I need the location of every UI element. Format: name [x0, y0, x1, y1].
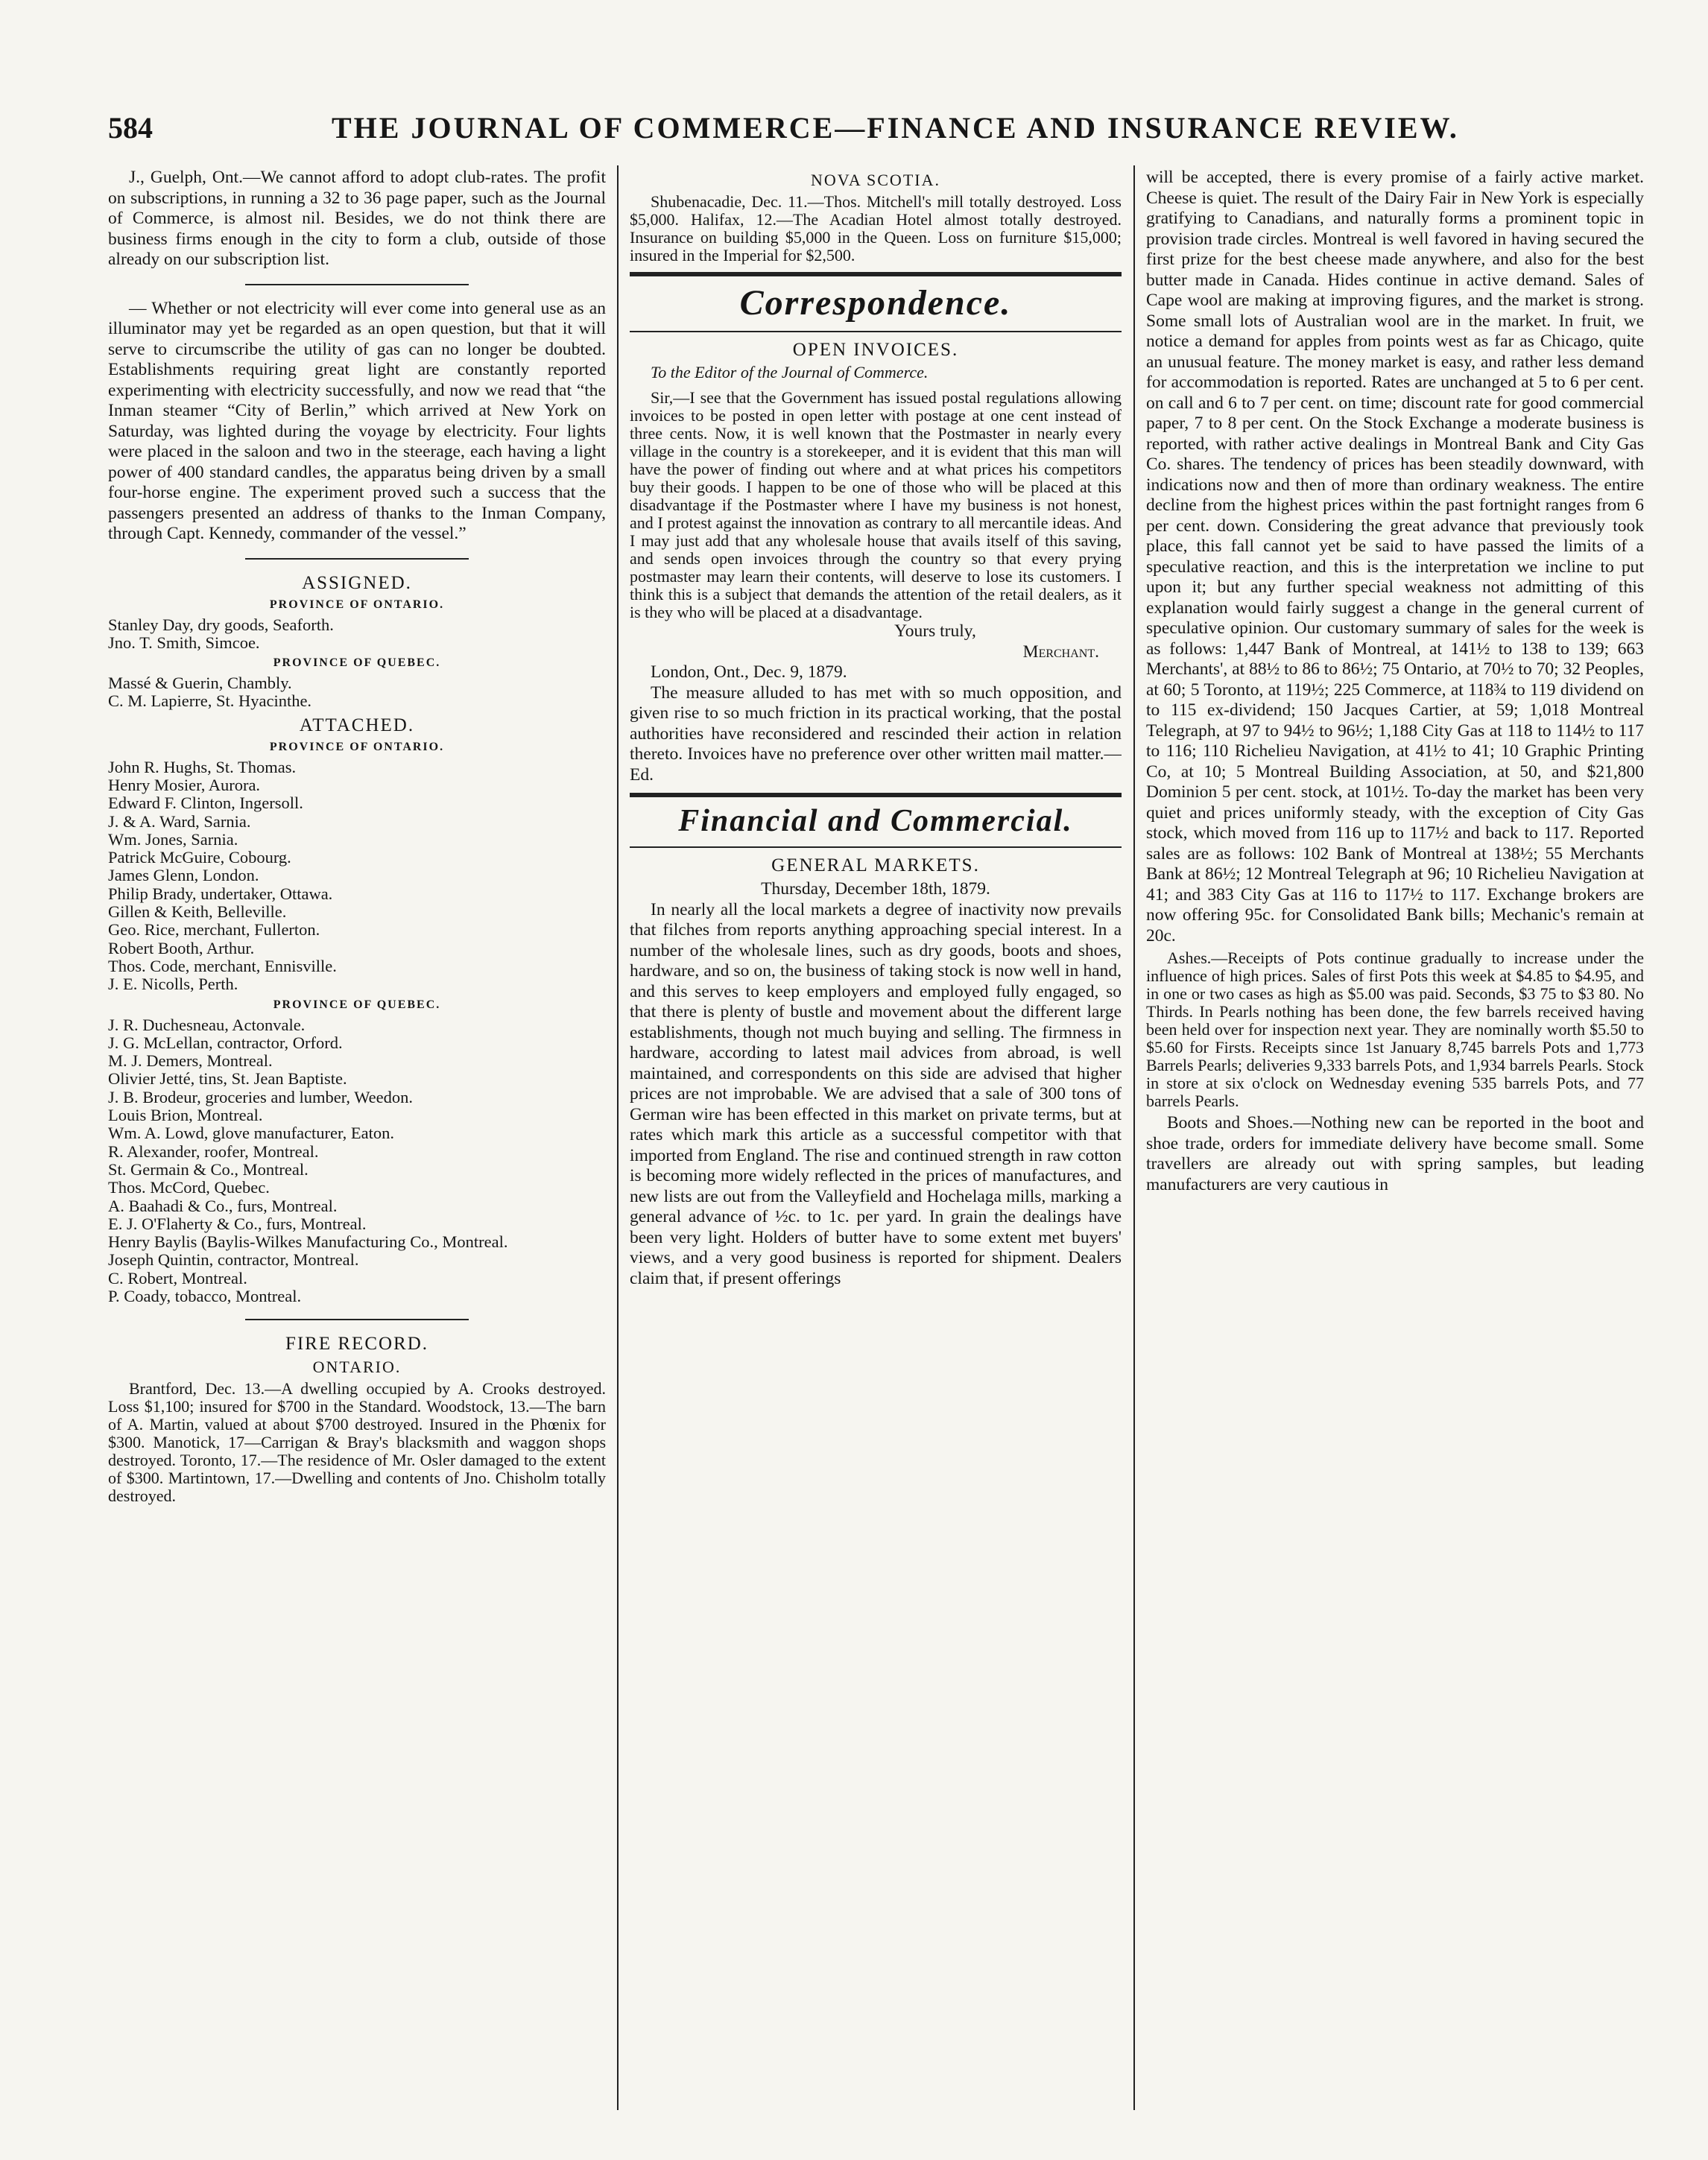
- financial-heading: Financial and Commercial.: [678, 804, 1073, 838]
- list-item: J. R. Duchesneau, Actonvale.: [108, 1015, 306, 1034]
- nova-scotia-fire-text: Shubenacadie, Dec. 11.—Thos. Mitchell's mill totally destroyed. Loss $5,000. Halifax, 12.—The Acadian Hotel almost totally destroyed. Insurance on building $5,000 in the Queen. Loss on furniture $15,000; insured in the Imperial for $2,500.: [630, 192, 1122, 265]
- assigned-heading: ASSIGNED.: [302, 572, 412, 593]
- list-item: M. J. Demers, Montreal.: [108, 1051, 273, 1071]
- letter-closing: Yours truly,: [894, 621, 976, 641]
- column-divider: [617, 165, 619, 2110]
- column-divider: [1133, 165, 1135, 2110]
- list-item: C. Robert, Montreal.: [108, 1268, 247, 1288]
- column-1: [108, 168, 606, 2160]
- divider: [245, 1319, 469, 1320]
- list-item: Patrick McGuire, Cobourg.: [108, 848, 291, 867]
- list-item: P. Coady, tobacco, Montreal.: [108, 1287, 302, 1305]
- list-item: St. Germain & Co., Montreal.: [108, 1159, 309, 1179]
- letter-text: Sir,—I see that the Government has issued postal regulations allowing invoices to be posted in open letter with postage at one cent instead of three cents. Now, it is well known that the Postmaster in nearly every village in the country is a storekeeper, and it is evident that this man will have the power of finding out where and at what prices his competitors buy their goods. I happen to be one of those who will be placed at this disadvantage if the Postmaster where I have my business is not honest, and I protest against the innovation as contrary to all mercantile ideas. And I may just add that any wholesale house that avails itself of this saving, and sends open invoices through the country so that every prying postmaster may learn their contents, will deserve to lose its customers. I think this is a subject that demands the attention of the retail dealers, as it is they who will be placed at a disadvantage.: [630, 388, 1122, 621]
- letter-signature: Merchant.: [1022, 642, 1099, 662]
- list-item: Gillen & Keith, Belleville.: [108, 902, 287, 922]
- list-item: Robert Booth, Arthur.: [108, 938, 255, 957]
- list-item: Louis Brion, Montreal.: [108, 1106, 263, 1125]
- province-heading: PROVINCE OF QUEBEC.: [273, 998, 441, 1011]
- list-item: J. G. McLellan, contractor, Orford.: [108, 1033, 343, 1052]
- divider: [245, 284, 469, 285]
- running-title: THE JOURNAL OF COMMERCE—FINANCE AND INSURANCE REVIEW.: [332, 111, 1459, 145]
- province-heading: PROVINCE OF ONTARIO.: [269, 740, 445, 753]
- list-item: Olivier Jetté, tins, St. Jean Baptiste.: [108, 1069, 347, 1089]
- assigned-quebec-list: [108, 674, 606, 711]
- province-heading: NOVA SCOTIA.: [811, 171, 940, 189]
- attached-heading: ATTACHED.: [299, 715, 415, 735]
- page-header: [108, 110, 1643, 158]
- list-item: Henry Baylis (Baylis-Wilkes Manufacturing Co., Montreal.: [108, 1232, 508, 1252]
- list-item: Thos. McCord, Quebec.: [108, 1178, 270, 1197]
- list-item: J. & A. Ward, Sarnia.: [108, 811, 251, 831]
- letter-dateline: London, Ont., Dec. 9, 1879.: [651, 662, 847, 682]
- divider: [630, 846, 1122, 848]
- column-2: [630, 168, 1122, 2160]
- list-item: E. J. O'Flaherty & Co., furs, Montreal.: [108, 1214, 367, 1233]
- fire-record-heading: FIRE RECORD.: [285, 1334, 429, 1355]
- list-item: James Glenn, London.: [108, 866, 259, 885]
- divider: [630, 272, 1122, 276]
- list-item: Wm. Jones, Sarnia.: [108, 829, 238, 849]
- electricity-article: — Whether or not electricity will ever come into general use as an illuminator may yet be regarded as an open question, but that it will serve to circumscribe the utility of gas can no longer be doubted. Establishments requiring great light are constantly reported experimenting with electricity successfully, and now we read that “the Inman steamer “City of Berlin,” which arrived at New York on Saturday, was lighted during the voyage by electricity. Four lights were placed in the saloon and two in the steerage, each having a light power of 400 standard candles, the apparatus being driven by a small four-horse engine. The experiment proved such a success that the passengers presented an address of thanks to the Inman Company, through Capt. Kennedy, commander of the vessel.”: [108, 298, 606, 543]
- correspondence-heading: Correspondence.: [739, 283, 1012, 323]
- list-item: J. B. Brodeur, groceries and lumber, Weedon.: [108, 1087, 413, 1106]
- province-heading: PROVINCE OF QUEBEC.: [273, 656, 441, 670]
- divider: [630, 331, 1122, 332]
- divider: [630, 793, 1122, 797]
- province-heading: PROVINCE OF ONTARIO.: [269, 598, 445, 611]
- divider: [245, 558, 469, 560]
- list-item: Geo. Rice, merchant, Fullerton.: [108, 920, 320, 940]
- attached-ontario-list: [108, 758, 606, 994]
- markets-text: In nearly all the local markets a degree of inactivity now prevails that filches from reports anything approaching special interest. In a number of the wholesale lines, such as dry goods, boots and shoes, hardware, and so on, the business of taking stock is now well in hand, and this serves to keep employers and employed fully engaged, so that there is plenty of bustle and movement about the different large establishments, though not much buying and selling. The firmness in hardware, according to latest mail advices from abroad, is well maintained, and correspondents on this side are advised that higher prices are not improbable. We are advised that a sale of 300 tons of German wire has been effected in this market on private terms, but at rates which mark this article as a successful competitor with that imported from England. The rise and continued strength in raw cotton is becoming more widely reflected in the prices of manufactures, and new lists are out from the Valleyfield and Hochelaga mills, marking a general advance of ½c. to 1c. per yard. In grain the dealings have been very light. Holders of butter have to some extent met buyers' views, and a very good business is reported for shipment. Dealers claim that, if present offerings: [630, 899, 1122, 1288]
- to-editor-line: To the Editor of the Journal of Commerce.: [651, 363, 929, 381]
- list-item: Massé & Guerin, Chambly.: [108, 674, 292, 693]
- ashes-report: Ashes.—Receipts of Pots continue gradually to increase under the influence of high prices. Sales of first Pots this week at $4.85 to $4.95, and in one or two cases as high as $5.00 was paid. Seconds, $3 75 to $3 80. No Thirds. In Pearls nothing has been done, the few barrels received having been held over for inspection next year. They are nominally worth $5.50 to $5.60 for Firsts. Receipts since 1st January 8,745 barrels Pots and 1,773 Barrels Pearls; deliveries 9,333 barrels Pots, and 1,934 barrels Pearls. Stock in store at six o'clock on Wednesday evening 535 barrels Pots, and 77 barrels Pearls.: [1146, 948, 1644, 1110]
- open-invoices-heading: OPEN INVOICES.: [792, 340, 959, 360]
- list-item: Edward F. Clinton, Ingersoll.: [108, 794, 303, 813]
- attached-quebec-list: [108, 1016, 606, 1306]
- province-heading: ONTARIO.: [312, 1358, 402, 1377]
- fire-record-text: Brantford, Dec. 13.—A dwelling occupied by A. Crooks destroyed. Loss $1,100; insured for $700 in the Standard. Woodstock, 13.—The barn of A. Martin, valued at about $700 destroyed. Insured in the Phœnix for $300. Manotick, 17—Carrigan & Bray's blacksmith and waggon shops destroyed. Toronto, 17.—The residence of Mr. Osler damaged to the extent of $300. Martintown, 17.—Dwelling and contents of Jno. Chisholm totally destroyed.: [108, 1379, 606, 1506]
- markets-text-continued: will be accepted, there is every promise of a fairly active market. Cheese is quiet. The result of the Dairy Fair in New York is especially gratifying to Canadians, and naturally forms a prominent topic in provision trade circles. Montreal is well favored in having secured the first prize for the best cheese made anywhere, and also for the best butter made in Canada. Hides continue in active demand. Sales of Cape wool are making at improving figures, and the market is strong. Some small lots of Australian wool are in the market. In fruit, we notice a demand for apples from points west as far as Chicago, quite an unusual feature. The money market is easy, and rather less demand for accommodation is reported. Rates are unchanged at 5 to 6 per cent. on call and 6 to 7 per cent. on time; discount rate for good commercial paper, 7 to 8 per cent. On the Stock Exchange a moderate business is reported, with rather active dealings in Montreal Bank and City Gas Co. shares. The tendency of prices has been steadily downward, with indications now and then of more than ordinary weakness. The entire decline from the highest prices within the past fortnight ranges from 6 per cent. down. Considering the great advance that previously took place, this fall cannot yet be said to have passed the limits of a speculative reaction, and this is the interpretation we incline to put upon it; but any further special weakness not admitting of this explanation would fairly suggest a change in the general current of speculative opinion. Our customary summary of sales for the week is as follows: 1,447 Bank of Montreal, at 141½ to 138 to 139; 663 Merchants', at 88½ to 86 to 86½; 75 Ontario, at 70½ to 70; 32 Peoples, at 60; 5 Toronto, at 119½; 225 Commerce, at 118¾ to 119 dividend on to 115 ex-dividend; 150 Jacques Cartier, at 59; 1,018 Montreal Telegraph, at 97 to 94½ to 96½; 1,188 City Gas at 118 to 114½ to 117 to 116; 110 Richelieu Navigation, at 41½ to 41; 10 Graphic Printing Co, at 10; 5 Montreal Building Association, at 50, and $21,800 Dominion 5 per cent. stock, at 101½. To-day the market has been very quiet and prices uniformly steady, with the exception of City Gas stock, which moved from 116 up to 117½ and back to 117. Reported sales are as follows: 102 Bank of Montreal at 138½; 55 Merchants Bank at 86½; 12 Montreal Telegraph at 96; 10 Richelieu Navigation at 41; and 383 City Gas at 116 to 117½ to 117. Exchange brokers are now offering 95c. for Consolidated Bank bills; Mechanic's remain at 20c.: [1146, 168, 1644, 946]
- list-item: Wm. A. Lowd, glove manufacturer, Eaton.: [108, 1124, 394, 1143]
- page-number: 584: [108, 111, 153, 145]
- general-markets-heading: GENERAL MARKETS.: [771, 855, 980, 875]
- assigned-ontario-list: [108, 616, 606, 653]
- markets-date: Thursday, December 18th, 1879.: [761, 879, 990, 899]
- list-item: R. Alexander, roofer, Montreal.: [108, 1141, 319, 1161]
- list-item: C. M. Lapierre, St. Hyacinthe.: [108, 691, 312, 711]
- column-3: [1146, 168, 1644, 2160]
- subscription-notice: J., Guelph, Ont.—We cannot afford to adopt club-rates. The profit on subscriptions, in running a 32 to 36 page paper, such as the Journal of Commerce, is almost nil. Besides, we do not think there are business firms enough in the city to form a club, outside of those already on our subscription list.: [108, 168, 606, 269]
- list-item: Stanley Day, dry goods, Seaforth.: [108, 615, 334, 634]
- list-item: J. E. Nicolls, Perth.: [108, 975, 238, 994]
- editor-note: The measure alluded to has met with so much opposition, and given rise to so much friction in its practical working, that the postal authorities have reconsidered and rescinded their action in relation thereto. Invoices have no preference over other written mail matter.—Ed.: [630, 682, 1122, 785]
- list-item: John R. Hughs, St. Thomas.: [108, 757, 297, 776]
- list-item: Henry Mosier, Aurora.: [108, 775, 261, 794]
- list-item: A. Baahadi & Co., furs, Montreal.: [108, 1196, 338, 1215]
- list-item: Joseph Quintin, contractor, Montreal.: [108, 1250, 359, 1270]
- list-item: Thos. Code, merchant, Ennisville.: [108, 956, 337, 975]
- list-item: Philip Brady, undertaker, Ottawa.: [108, 884, 333, 903]
- boots-shoes-report: Boots and Shoes.—Nothing new can be reported in the boot and shoe trade, orders for immediate delivery have become small. Some travellers are already out with spring samples, but leading manufacturers are very cautious in: [1146, 1113, 1644, 1194]
- list-item: Jno. T. Smith, Simcoe.: [108, 633, 260, 652]
